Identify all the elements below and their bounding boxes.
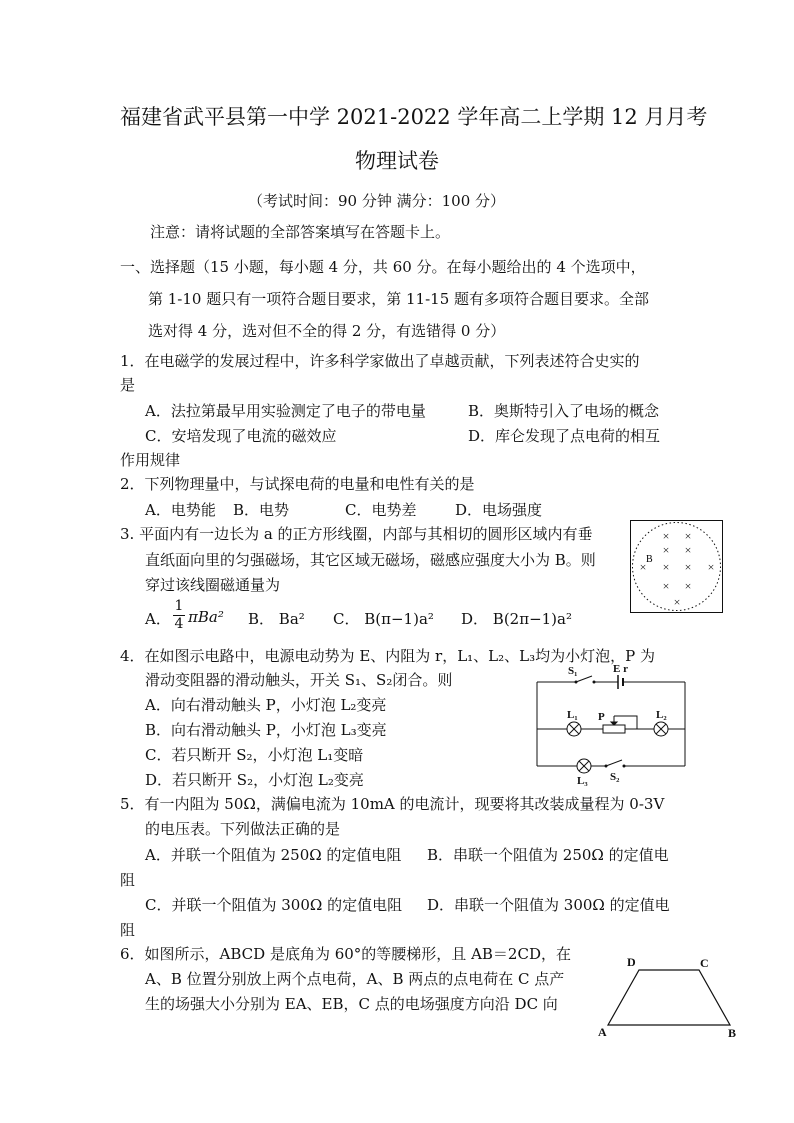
- field-label-b: B: [646, 554, 653, 565]
- vertex-d: D: [627, 955, 636, 969]
- field-cross: ×: [684, 543, 692, 557]
- section-instructions: 第 1-10 题只有一项符合题目要求，第 11-15 题有多项符合题目要求。全部: [148, 290, 650, 308]
- field-cross: ×: [639, 560, 647, 574]
- q2-option-a: A．电势能: [145, 501, 216, 519]
- exam-subject: 物理试卷: [355, 149, 439, 173]
- q3-option-a-label: A．: [145, 610, 171, 628]
- q6-stem: 6．如图所示，ABCD 是底角为 60°的等腰梯形，且 AB＝2CD，在: [120, 945, 571, 963]
- field-cross: ×: [707, 560, 715, 574]
- q4-option-b: B．向右滑动触头 P，小灯泡 L₃变亮: [145, 721, 387, 739]
- q3-coil-figure: [630, 520, 723, 613]
- q3-option-d: D． B(2π−1)a²: [461, 610, 572, 628]
- q1-option-b: B．奥斯特引入了电场的概念: [468, 402, 660, 420]
- q1-stem: 1．在电磁学的发展过程中，许多科学家做出了卓越贡献，下列表述符合史实的: [120, 352, 640, 370]
- q3-option-a-fraction: [173, 598, 185, 633]
- exam-title: 福建省武平县第一中学 2021-2022 学年高二上学期 12 月月考: [120, 105, 708, 129]
- q1-option-d-cont: 作用规律: [120, 451, 181, 469]
- q6-trapezoid-figure: [595, 952, 745, 1042]
- q4-stem: 4．在如图示电路中，电源电动势为 E、内阻为 r，L₁、L₂、L₃均为小灯泡，P 为: [120, 647, 655, 665]
- q5-option-c: C．并联一个阻值为 300Ω 的定值电阻: [145, 896, 403, 914]
- notice: 注意：请将试题的全部答案填写在答题卡上。: [150, 223, 451, 241]
- field-cross: ×: [684, 560, 692, 574]
- vertex-c: C: [700, 956, 709, 970]
- q5-option-a: A．并联一个阻值为 250Ω 的定值电阻: [145, 846, 402, 864]
- label-emf: E r: [613, 663, 628, 675]
- q5-option-b: B．串联一个阻值为 250Ω 的定值电: [427, 846, 669, 864]
- q2-option-d: D．电场强度: [455, 501, 543, 519]
- section-scoring: 选对得 4 分，选对但不全的得 2 分，有选错得 0 分）: [148, 322, 506, 340]
- q4-circuit-figure: [530, 662, 692, 786]
- label-s1: S₁: [568, 665, 578, 677]
- field-cross: ×: [662, 543, 670, 557]
- q6-stem-cont2: 生的场强大小分别为 EA、EB，C 点的电场强度方向沿 DC 向: [145, 995, 558, 1013]
- q5-stem-cont: 的电压表。下列做法正确的是: [145, 820, 341, 838]
- q1-option-c: C．安培发现了电流的磁效应: [145, 427, 337, 445]
- field-crosses: [640, 529, 715, 609]
- q3-option-b: B． Ba²: [248, 610, 305, 628]
- q4-stem-cont: 滑动变阻器的滑动触头，开关 S₁、S₂闭合。则: [145, 671, 453, 689]
- q5-stem: 5．有一内阻为 50Ω，满偏电流为 10mA 的电流计，现要将其改装成量程为 0-3V: [120, 795, 665, 813]
- q4-option-a: A．向右滑动触头 P，小灯泡 L₂变亮: [145, 696, 387, 714]
- vertex-b: B: [728, 1026, 737, 1040]
- fraction-numerator: 1: [174, 598, 184, 614]
- q6-stem-cont: A、B 位置分别放上两个点电荷，A、B 两点的点电荷在 C 点产: [145, 970, 565, 988]
- fraction-denominator: 4: [174, 616, 184, 632]
- q2-stem: 2．下列物理量中，与试探电荷的电量和电性有关的是: [120, 475, 475, 493]
- q4-option-c: C．若只断开 S₂，小灯泡 L₁变暗: [145, 746, 364, 764]
- q2-option-b: B．电势: [233, 501, 290, 519]
- q1-option-a: A．法拉第最早用实验测定了电子的带电量: [145, 402, 426, 420]
- label-p: P: [598, 711, 605, 723]
- field-cross: ×: [684, 579, 692, 593]
- q3-option-a-expr: πBa²: [188, 608, 224, 626]
- field-cross: ×: [684, 529, 692, 543]
- q4-option-d: D．若只断开 S₂，小灯泡 L₂变亮: [145, 771, 364, 789]
- label-l3: L₃: [577, 775, 588, 786]
- q1-option-d: D．库仑发现了点电荷的相互: [468, 427, 661, 445]
- q5-option-d: D．串联一个阻值为 300Ω 的定值电: [427, 896, 670, 914]
- q5-option-b-cont: 阻: [120, 871, 136, 889]
- label-l2: L₂: [656, 709, 667, 721]
- trapezoid-abcd: [608, 970, 730, 1025]
- vertex-a: A: [598, 1025, 607, 1039]
- section-heading: 一、选择题（15 小题，每小题 4 分，共 60 分。在每小题给出的 4 个选项中，: [120, 258, 646, 276]
- q1-stem-cont: 是: [120, 376, 136, 394]
- label-l1: L₁: [567, 709, 578, 721]
- q3-stem-cont: 直纸面向里的匀强磁场，其它区域无磁场，磁感应强度大小为 B。则: [145, 551, 596, 569]
- field-cross: ×: [662, 529, 670, 543]
- label-s2: S₂: [610, 771, 620, 783]
- q5-option-d-cont: 阻: [120, 921, 136, 939]
- field-cross: ×: [673, 595, 681, 609]
- q3-option-c: C． B(π−1)a²: [333, 610, 434, 628]
- q3-stem-cont2: 穿过该线圈磁通量为: [145, 576, 281, 594]
- q2-option-c: C．电势差: [345, 501, 417, 519]
- field-cross: ×: [662, 579, 670, 593]
- q3-stem: 3. 平面内有一边长为 a 的正方形线圈，内部与其相切的圆形区域内有垂: [120, 525, 593, 543]
- field-cross: ×: [662, 560, 670, 574]
- exam-info: （考试时间：90 分钟 满分：100 分）: [248, 192, 506, 210]
